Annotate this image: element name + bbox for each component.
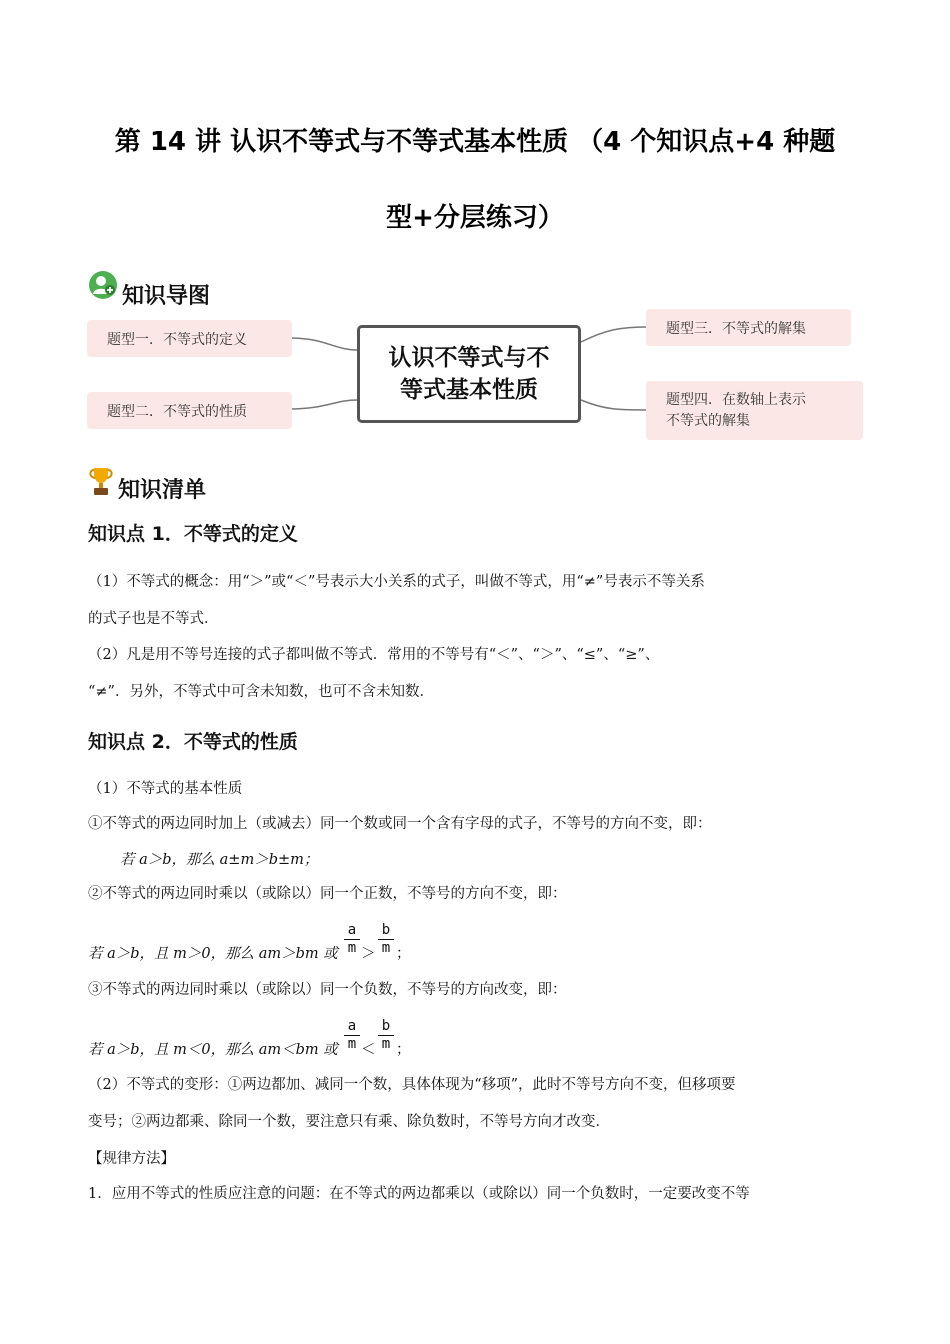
mindmap-node-type-4 xyxy=(646,381,863,440)
kp1-heading: 知识点 1．不等式的定义 xyxy=(88,523,298,545)
mindmap-node-type-3 xyxy=(646,309,851,346)
formula-semicolon: ； xyxy=(396,946,411,962)
trophy-icon xyxy=(88,465,114,503)
kp2-property-1-formula: 若 a＞b，那么 a±m＞b±m； xyxy=(120,852,319,868)
kp2-property-2-formula: 若 a＞b，且 m＞0，那么 am＞bm 或 xyxy=(88,946,338,962)
kp2-heading: 知识点 2．不等式的性质 xyxy=(88,731,298,753)
mindmap-node-label: 题型二．不等式的性质 xyxy=(107,403,247,420)
mindmap-center-node xyxy=(357,325,581,423)
fraction-denominator: m xyxy=(347,1036,357,1052)
method-heading: 【规律方法】 xyxy=(88,1151,175,1167)
mindmap-heading-text: 知识导图 xyxy=(122,284,211,309)
mindmap-center-label: 认识不等式与不 xyxy=(388,345,550,371)
fraction-comparison-symbol: ＞ xyxy=(361,946,376,962)
mindmap-node-label: 题型一．不等式的定义 xyxy=(107,331,247,348)
kp2-property-3: ③不等式的两边同时乘以（或除以）同一个负数，不等号的方向改变，即： xyxy=(88,982,567,998)
fraction-numerator: a xyxy=(344,1018,360,1036)
fraction-denominator: m xyxy=(381,1036,391,1052)
fraction-b-over-m xyxy=(378,922,394,956)
kp2-property-3-formula: 若 a＞b，且 m＜0，那么 am＜bm 或 xyxy=(88,1042,338,1058)
page-title-line-2: 型+分层练习） xyxy=(386,203,564,233)
fraction-numerator: b xyxy=(378,922,394,940)
mindmap-node-type-2 xyxy=(87,392,292,429)
kp2-property-1: ①不等式的两边同时加上（或减去）同一个数或同一个含有字母的式子，不等号的方向不变，即： xyxy=(88,816,712,832)
kp1-paragraph-2-line-2: “≠”．另外，不等式中可含未知数，也可不含未知数． xyxy=(88,684,434,700)
mindmap-node-label: 题型四．在数轴上表示 xyxy=(666,391,806,408)
kp2-transform-line-1: （2）不等式的变形：①两边都加、减同一个数，具体体现为“移项”，此时不等号方向不变，但移项要 xyxy=(88,1077,736,1093)
mindmap-node-label: 题型三．不等式的解集 xyxy=(666,320,806,337)
fraction-numerator: a xyxy=(344,922,360,940)
fraction-a-over-m xyxy=(344,1018,360,1052)
page-title-line-1: 第 14 讲 认识不等式与不等式基本性质 （4 个知识点+4 种题 xyxy=(114,127,836,157)
kp2-transform-line-2: 变号；②两边都乘、除同一个数，要注意只有乘、除负数时，不等号方向才改变． xyxy=(88,1114,610,1130)
mindmap-node-type-1 xyxy=(87,320,292,357)
knowledge-list-heading xyxy=(88,463,206,504)
fraction-a-over-m xyxy=(344,922,360,956)
kp1-paragraph-1-line-2: 的式子也是不等式． xyxy=(88,611,219,627)
mindmap-center-label: 等式基本性质 xyxy=(400,377,538,403)
fraction-b-over-m xyxy=(378,1018,394,1052)
knowledge-list-heading-text: 知识清单 xyxy=(118,478,207,503)
fraction-comparison-symbol: ＜ xyxy=(361,1042,376,1058)
formula-semicolon: ； xyxy=(396,1042,411,1058)
mindmap-node-label: 不等式的解集 xyxy=(666,412,750,429)
method-item-1: 1．应用不等式的性质应注意的问题：在不等式的两边都乘以（或除以）同一个负数时，一定要改变不等 xyxy=(88,1186,750,1202)
kp1-paragraph-2-line-1: （2）凡是用不等号连接的式子都叫做不等式．常用的不等号有“＜”、“＞”、“≤”、“≥”、 xyxy=(88,647,660,663)
kp2-property-2: ②不等式的两边同时乘以（或除以）同一个正数，不等号的方向不变，即： xyxy=(88,886,567,902)
kp2-basic-properties: （1）不等式的基本性质 xyxy=(88,781,243,797)
fraction-denominator: m xyxy=(347,940,357,956)
kp1-paragraph-1-line-1: （1）不等式的概念：用“＞”或“＜”号表示大小关系的式子，叫做不等式，用“≠”号表示不等关系 xyxy=(88,574,705,590)
fraction-numerator: b xyxy=(378,1018,394,1036)
fraction-denominator: m xyxy=(381,940,391,956)
